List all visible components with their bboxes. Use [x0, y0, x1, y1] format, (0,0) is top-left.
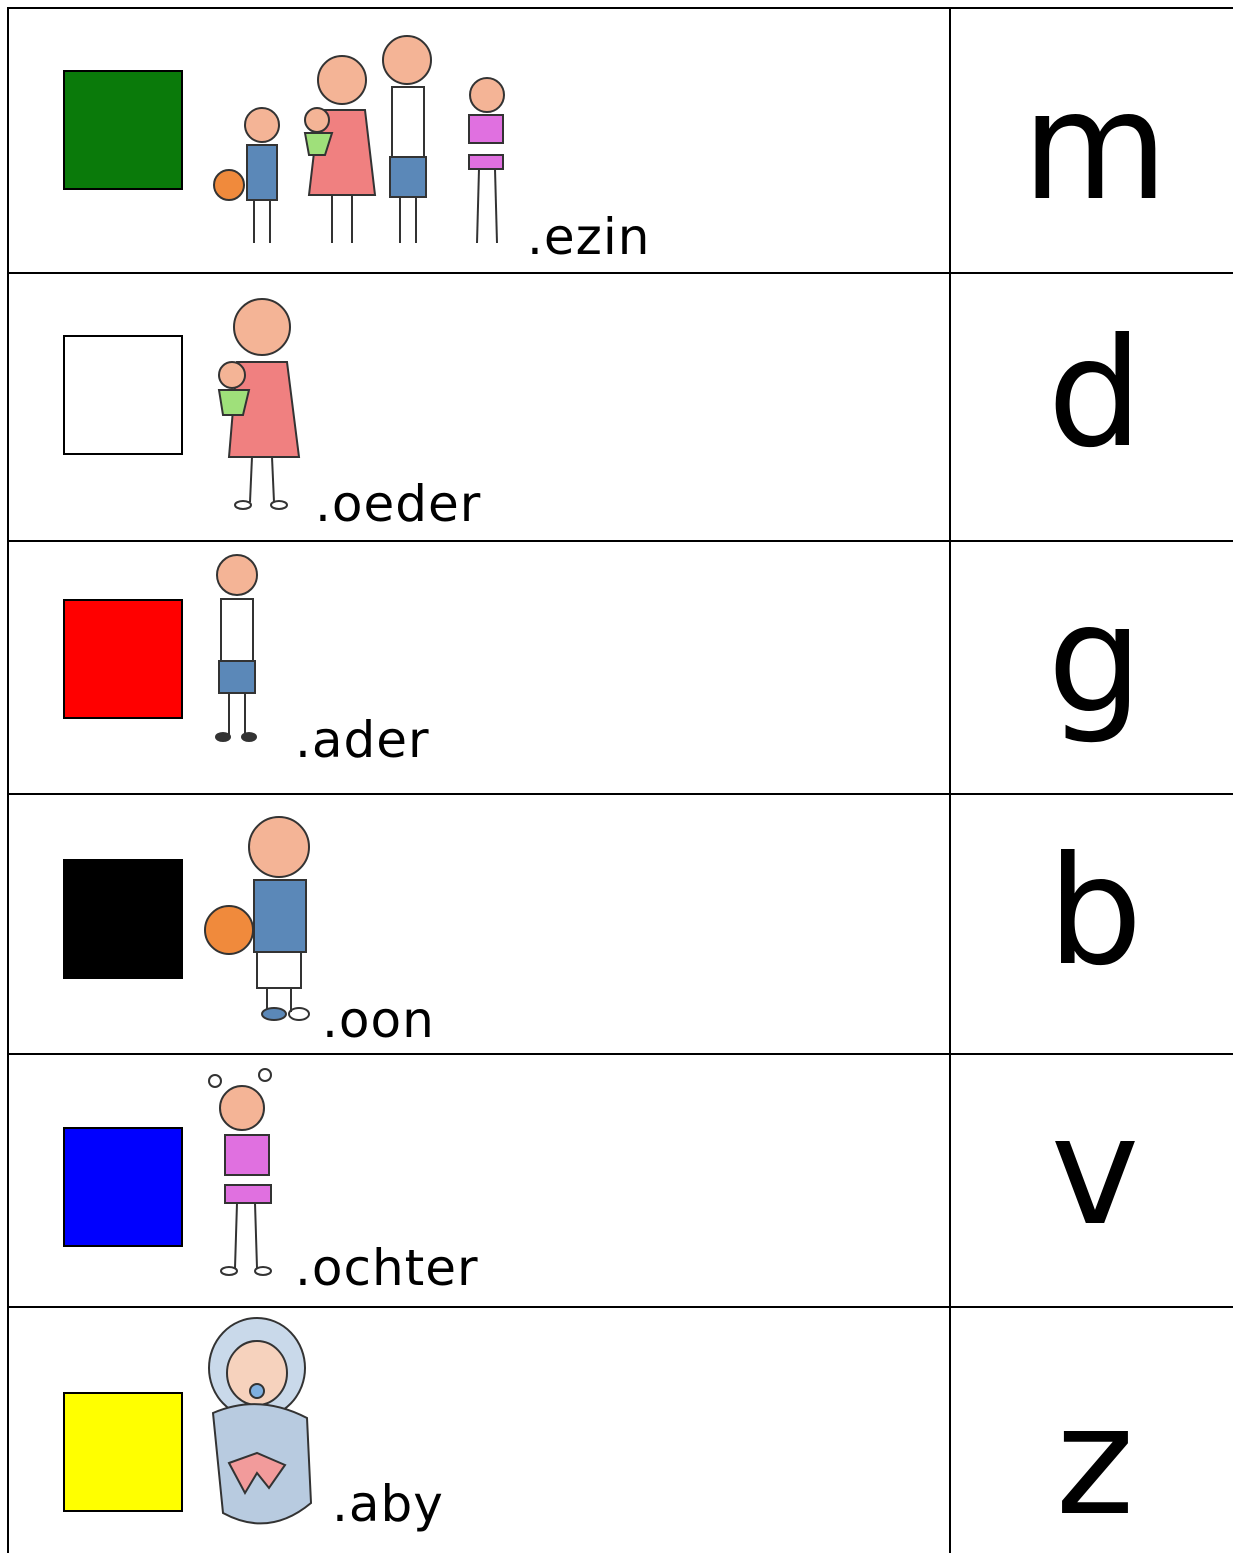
daughter-drawing-icon — [197, 1063, 307, 1285]
row-divider — [7, 1053, 1233, 1055]
family-drawing-icon — [207, 15, 527, 260]
letter-card: m — [1021, 60, 1169, 234]
worksheet-table — [7, 7, 1233, 1553]
row-divider — [7, 540, 1233, 542]
letter-card: z — [1055, 1375, 1135, 1549]
word-label: .aby — [332, 1475, 444, 1533]
row-divider — [7, 793, 1233, 795]
word-label: .ochter — [295, 1239, 479, 1297]
color-swatch — [63, 859, 183, 979]
father-drawing-icon — [205, 545, 285, 745]
color-swatch — [63, 70, 183, 190]
letter-card: b — [1047, 825, 1143, 999]
row-divider — [7, 272, 1233, 274]
color-swatch — [63, 1392, 183, 1512]
color-swatch — [63, 599, 183, 719]
son-with-ball-drawing-icon — [199, 802, 329, 1022]
letter-card: v — [1050, 1085, 1140, 1259]
word-label: .ader — [295, 711, 430, 769]
row-divider — [7, 1306, 1233, 1308]
color-swatch — [63, 335, 183, 455]
column-divider — [949, 7, 951, 1553]
letter-card: g — [1047, 573, 1143, 747]
letter-card: d — [1047, 307, 1143, 481]
table-border-left — [7, 7, 9, 1553]
table-border-top — [7, 7, 1233, 9]
word-label: .oon — [322, 991, 435, 1049]
word-label: .oeder — [315, 475, 482, 533]
color-swatch — [63, 1127, 183, 1247]
word-label: .ezin — [527, 208, 651, 266]
baby-drawing-icon — [199, 1313, 325, 1541]
mother-with-baby-drawing-icon — [207, 287, 317, 522]
